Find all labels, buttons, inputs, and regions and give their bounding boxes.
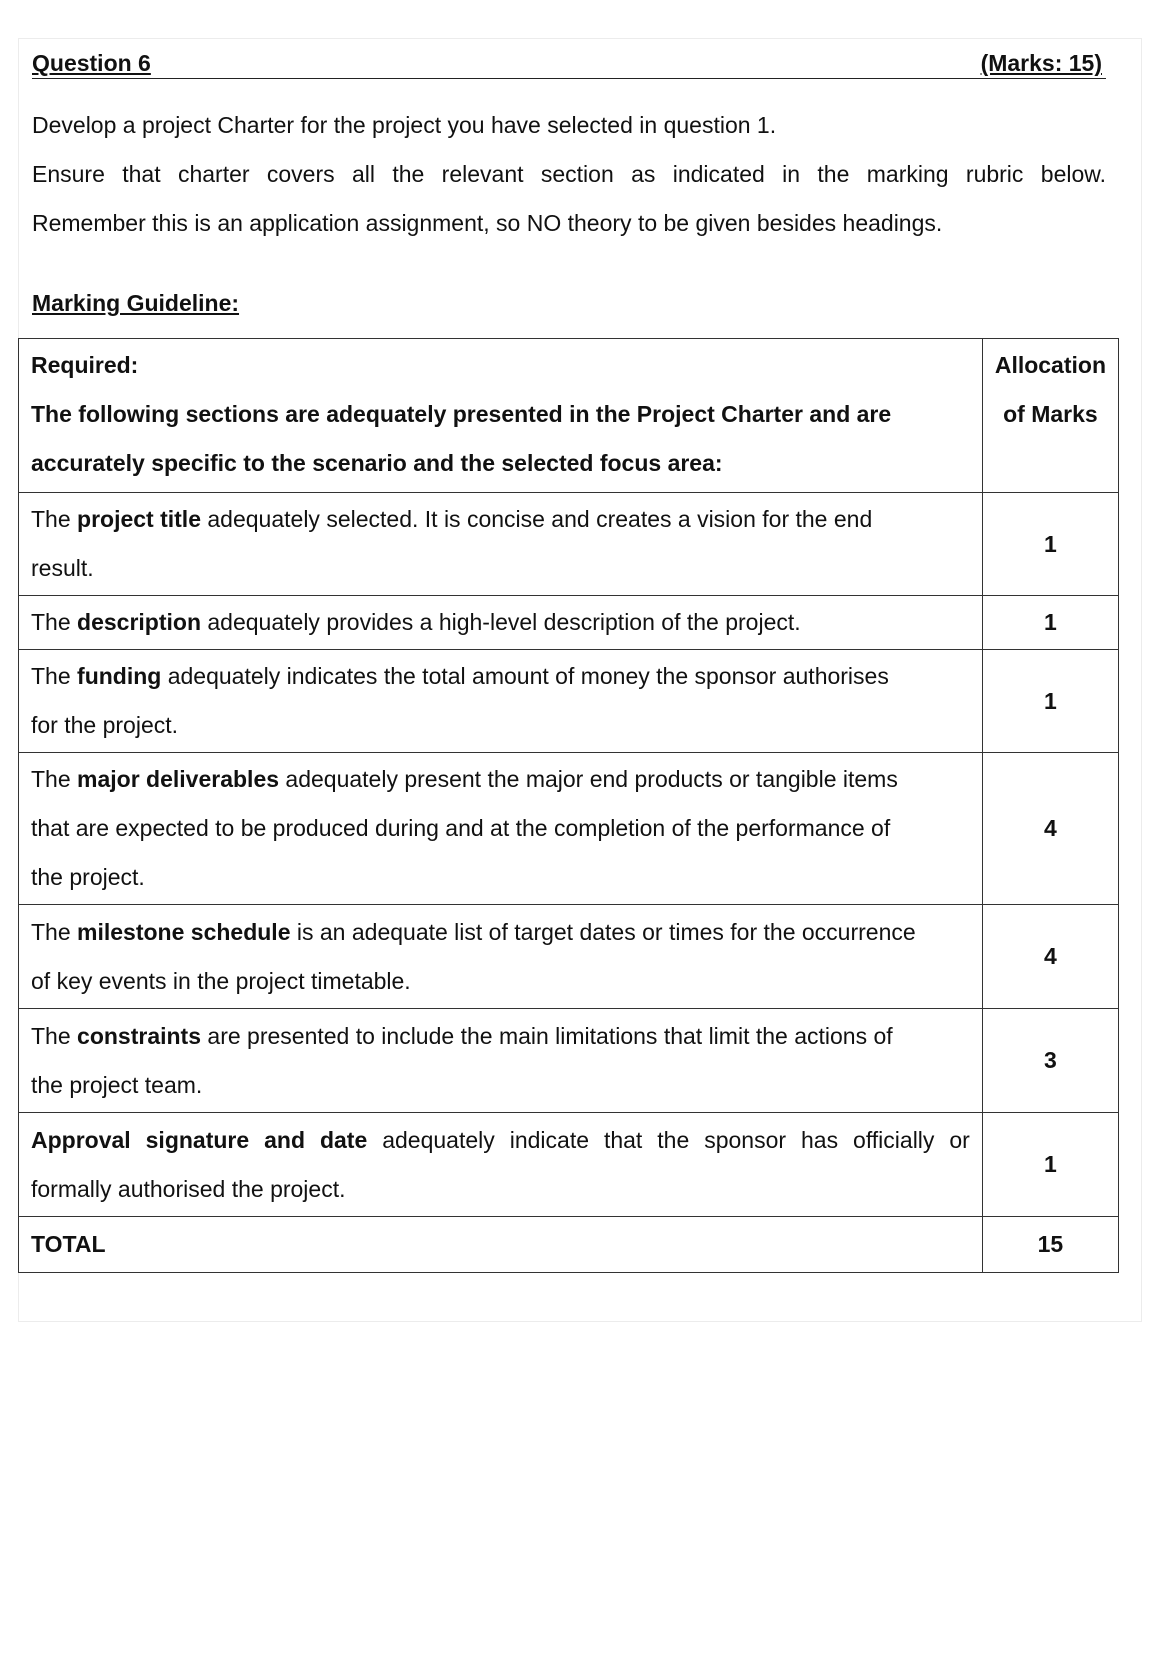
criterion-text: are presented to include the main limitations that limit the actions of (201, 1022, 893, 1049)
criterion-text: adequately provides a high-level description of the project. (201, 609, 801, 635)
marks-cell: 4 (982, 753, 1118, 905)
marks-cell: 1 (982, 493, 1118, 596)
marks-cell: 4 (982, 905, 1118, 1009)
table-row (19, 493, 1119, 596)
total-label: TOTAL (19, 1217, 983, 1273)
total-row (19, 1217, 1119, 1273)
criterion-text: adequately selected. It is concise and creates a vision for the end (201, 506, 873, 532)
criterion-text: the project team. (31, 1071, 203, 1098)
table-row (19, 596, 1119, 650)
instruction-line: Ensure that charter covers all the relevant section as indicated in the marking rubric below. (32, 161, 1106, 187)
instructions (32, 110, 1106, 257)
criterion-cell (19, 596, 983, 650)
allocation-label: Allocation (994, 352, 1106, 378)
required-label: Required: (31, 352, 139, 378)
criterion-keyword: funding (77, 663, 162, 689)
criterion-keyword: constraints (77, 1022, 202, 1049)
instruction-line: Develop a project Charter for the project you have selected in question 1. (32, 112, 777, 138)
total-marks: 15 (982, 1217, 1118, 1273)
criterion-text: that are expected to be produced during and at the completion of the performance of (31, 815, 891, 841)
criterion-text: The (31, 663, 78, 689)
criterion-text: formally authorised the project. (31, 1175, 346, 1202)
criterion-keyword: project title (77, 506, 201, 532)
criterion-cell (19, 1113, 983, 1217)
marks-cell: 1 (982, 596, 1118, 650)
criterion-cell (19, 905, 983, 1009)
criterion-text: adequately indicate that the sponsor has officially or (367, 1126, 970, 1153)
criterion-text: adequately indicates the total amount of money the sponsor authorises (161, 663, 889, 689)
allocation-header-cell (982, 339, 1118, 493)
criterion-text: the project. (31, 864, 145, 890)
required-header-cell (19, 339, 983, 493)
question-marks: (Marks: 15) (980, 50, 1102, 76)
question-title: Question 6 (32, 50, 151, 76)
criterion-keyword: milestone schedule (77, 918, 291, 945)
marks-cell: 3 (982, 1009, 1118, 1113)
table-row (19, 1009, 1119, 1113)
criterion-text: for the project. (31, 712, 179, 738)
required-description: accurately specific to the scenario and the selected focus area: (31, 450, 723, 476)
criterion-text: is an adequate list of target dates or times for the occurrence (290, 918, 916, 945)
criterion-cell (19, 650, 983, 753)
criterion-text: of key events in the project timetable. (31, 967, 411, 994)
criterion-keyword: Approval signature and date (31, 1126, 368, 1153)
table-row (19, 905, 1119, 1009)
criterion-text: The (31, 766, 78, 792)
criterion-text: The (31, 918, 78, 945)
criterion-text: The (31, 1022, 78, 1049)
table-row (19, 753, 1119, 905)
allocation-label: of Marks (1003, 401, 1098, 427)
table-row (19, 1113, 1119, 1217)
question-header (32, 48, 1106, 79)
criterion-cell (19, 493, 983, 596)
marks-cell: 1 (982, 1113, 1118, 1217)
required-description: The following sections are adequately presented in the Project Charter and are (31, 401, 892, 427)
criterion-text: The (31, 506, 78, 532)
marking-rubric-table (18, 338, 1119, 1273)
instruction-line: Remember this is an application assignment, so NO theory to be given besides headings. (32, 210, 943, 236)
criterion-cell (19, 1009, 983, 1113)
criterion-keyword: description (77, 609, 201, 635)
marking-guideline-title: Marking Guideline: (32, 290, 240, 316)
criterion-text: adequately present the major end products or tangible items (279, 766, 898, 792)
criterion-keyword: major deliverables (77, 766, 280, 792)
table-header-row (19, 339, 1119, 493)
table-row (19, 650, 1119, 753)
criterion-cell (19, 753, 983, 905)
criterion-text: result. (31, 555, 94, 581)
criterion-text: The (31, 609, 78, 635)
marks-cell: 1 (982, 650, 1118, 753)
